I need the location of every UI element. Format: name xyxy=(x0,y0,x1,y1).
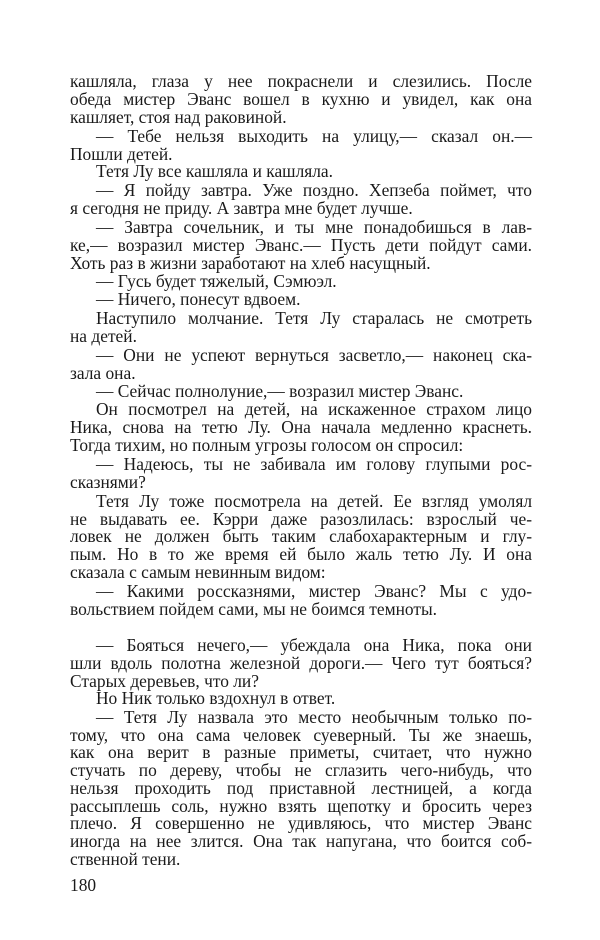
text-line: как она верит в разные приметы, считает, что нужно xyxy=(70,742,532,763)
text-line: нельзя проходить под приставной лестницей, а когда xyxy=(70,777,532,798)
text-line: тому, что она сама человек суеверный. Ты же знаешь, xyxy=(70,724,532,745)
text-line: ловек не должен быть таким слабохарактерным и глу- xyxy=(70,526,532,547)
text-line: Старых деревьев, что ли? xyxy=(70,670,259,691)
text-line: — Тетя Лу назвала это место необычным только по- xyxy=(96,706,532,727)
text-line: — Завтра сочельник, и ты мне понадобишься в лав- xyxy=(96,216,532,237)
text-line: — Ничего, понесут вдвоем. xyxy=(96,289,301,310)
text-line: плечо. Я совершенно не удивляюсь, что мистер Эванс xyxy=(70,813,532,834)
text-line: иногда на нее злится. Она так напугана, что боится соб- xyxy=(70,831,532,852)
text-line: — Какими россказнями, мистер Эванс? Мы с удо- xyxy=(96,581,532,602)
text-line: пым. Но в то же время ей было жаль тетю Лу. И она xyxy=(70,544,532,565)
text-line: Но Ник только вздохнул в ответ. xyxy=(96,688,336,709)
text-line: обеда мистер Эванс вошел в кухню и увидел, как она xyxy=(70,88,532,109)
text-line: — Бояться нечего,— убеждала она Ника, пока они xyxy=(96,635,532,655)
text-line: — Я пойду завтра. Уже поздно. Хепзеба поймет, что xyxy=(96,180,532,201)
text-line: кашляет, стоя над раковиной. xyxy=(70,106,287,127)
text-line: сказала с самым невинным видом: xyxy=(70,562,326,583)
text-line: Тогда тихим, но полным угрозы голосом он спросил: xyxy=(70,435,464,456)
text-line: — Гусь будет тяжелый, Сэмюэл. xyxy=(96,271,337,292)
text-line: Наступило молчание. Тетя Лу старалась не смотреть xyxy=(96,308,532,329)
text-line: Он посмотрел на детей, на искаженное страхом лицо xyxy=(96,399,532,420)
text-line: сказнями? xyxy=(70,471,146,492)
text-line: — Надеюсь, ты не забивала им голову глупыми рос- xyxy=(96,453,532,474)
text-line: не выдавать ее. Кэрри даже разозлилась: взрослый че- xyxy=(70,508,532,529)
text-line: шли вдоль полотна железной дороги.— Чего тут бояться? xyxy=(70,652,532,673)
text-line: зала она. xyxy=(70,362,136,383)
text-line: кашляла, глаза у нее покраснели и слезились. После xyxy=(70,71,532,91)
text-line: ственной тени. xyxy=(70,849,181,869)
text-line: Хоть раз в жизни заработают на хлеб насущный. xyxy=(70,252,431,273)
text-line: я сегодня не приду. А завтра мне будет лучше. xyxy=(70,198,413,219)
text-line: стучать по дереву, чтобы не сглазить чего-нибудь, что xyxy=(70,760,532,781)
text-line: на детей. xyxy=(70,326,137,347)
text-line: — Они не успеют вернуться засветло,— наконец ска- xyxy=(96,344,532,365)
page-number: 180 xyxy=(70,875,97,895)
text-line: — Тебе нельзя выходить на улицу,— сказал он.— xyxy=(96,125,532,146)
text-line: ке,— возразил мистер Эванс.— Пусть дети пойдут сами. xyxy=(70,234,532,255)
text-line: Пошли детей. xyxy=(70,143,173,164)
text-line: — Сейчас полнолуние,— возразил мистер Эванс. xyxy=(96,381,464,402)
text-line: Тетя Лу все кашляла и кашляла. xyxy=(96,161,333,182)
text-line: Ника, снова на тетю Лу. Она начала медленно краснеть. xyxy=(70,417,532,438)
text-line: рассыплешь соль, нужно взять щепотку и бросить через xyxy=(70,795,532,816)
text-line: вольствием пойдем сами, мы не боимся темноты. xyxy=(70,599,438,619)
text-line: Тетя Лу тоже посмотрела на детей. Ее взгляд умолял xyxy=(96,490,532,511)
